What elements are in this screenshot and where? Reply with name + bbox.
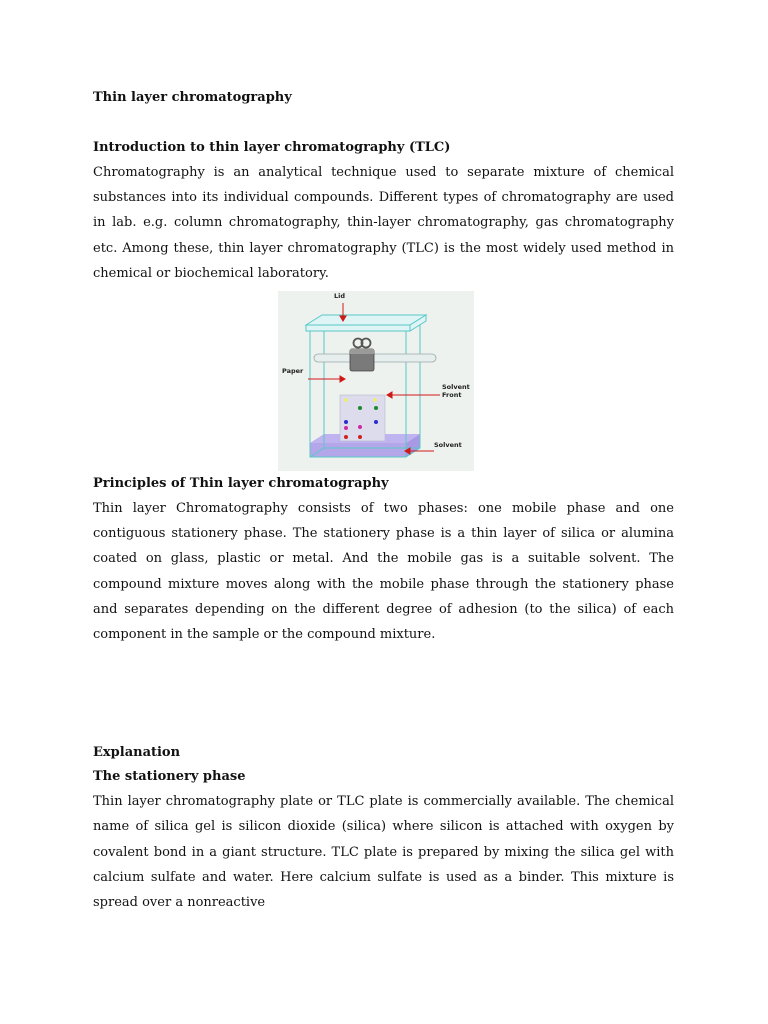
spot (344, 398, 348, 402)
spot (374, 406, 378, 410)
spot (344, 420, 348, 424)
intro-paragraph: Chromatography is an analytical technique used to separate mixture of chemical substances into its individual compounds. Different types of chromatography are used in lab. e.g. column chromatography, thin-layer chromatography, gas chromatography etc. Among these, thin layer chromatography (TLC) is the most widely used method in chemical or biochemical laboratory. (93, 165, 674, 281)
spacer (93, 647, 674, 741)
document-title: Thin layer chromatography (93, 90, 292, 105)
label-solvent-front-1: Solvent (442, 383, 470, 392)
spot (358, 425, 362, 429)
stationery-phase-heading: The stationery phase (93, 769, 246, 785)
label-paper: Paper (282, 367, 304, 376)
spot (373, 398, 377, 402)
spot (344, 435, 348, 439)
chamber-lid (306, 315, 426, 325)
support-rod (314, 354, 436, 362)
chamber-lid-edge (306, 325, 410, 331)
explanation-heading: Explanation (93, 745, 181, 761)
tlc-plate (340, 395, 385, 441)
document-page (93, 86, 674, 915)
tlc-chamber-diagram (278, 291, 474, 471)
binder-clip (350, 339, 374, 372)
spot (358, 435, 362, 439)
spacer (93, 110, 674, 136)
label-solvent-front-2: Front (442, 391, 462, 400)
spot (374, 420, 378, 424)
principles-heading: Principles of Thin layer chromatography (93, 476, 389, 492)
label-solvent: Solvent (434, 441, 462, 450)
intro-heading: Introduction to thin layer chromatography (TLC) (93, 140, 451, 155)
spot (344, 426, 348, 430)
figure-container (93, 290, 674, 472)
principles-paragraph: Thin layer Chromatography consists of two phases: one mobile phase and one contiguous stationery phase. The stationery phase is a thin layer of silica or alumina coated on glass, plastic or metal. And the mobile gas is a suitable solvent. The compound mixture moves along with the mobile phase through the stationery phase and separates depending on the different degree of adhesion (to the silica) of each component in the sample or the compound mixture. (93, 501, 674, 643)
label-lid: Lid (334, 292, 346, 301)
spot (358, 406, 362, 410)
stationery-phase-paragraph: Thin layer chromatography plate or TLC plate is commercially available. The chemical name of silica gel is silicon dioxide (silica) where silicon is attached with oxygen by covalent bond in a giant structure. TLC plate is prepared by mixing the silica gel with calcium sulfate and water. Here calcium sulfate is used as a binder. This mixture is spread over a nonreactive (93, 794, 674, 911)
